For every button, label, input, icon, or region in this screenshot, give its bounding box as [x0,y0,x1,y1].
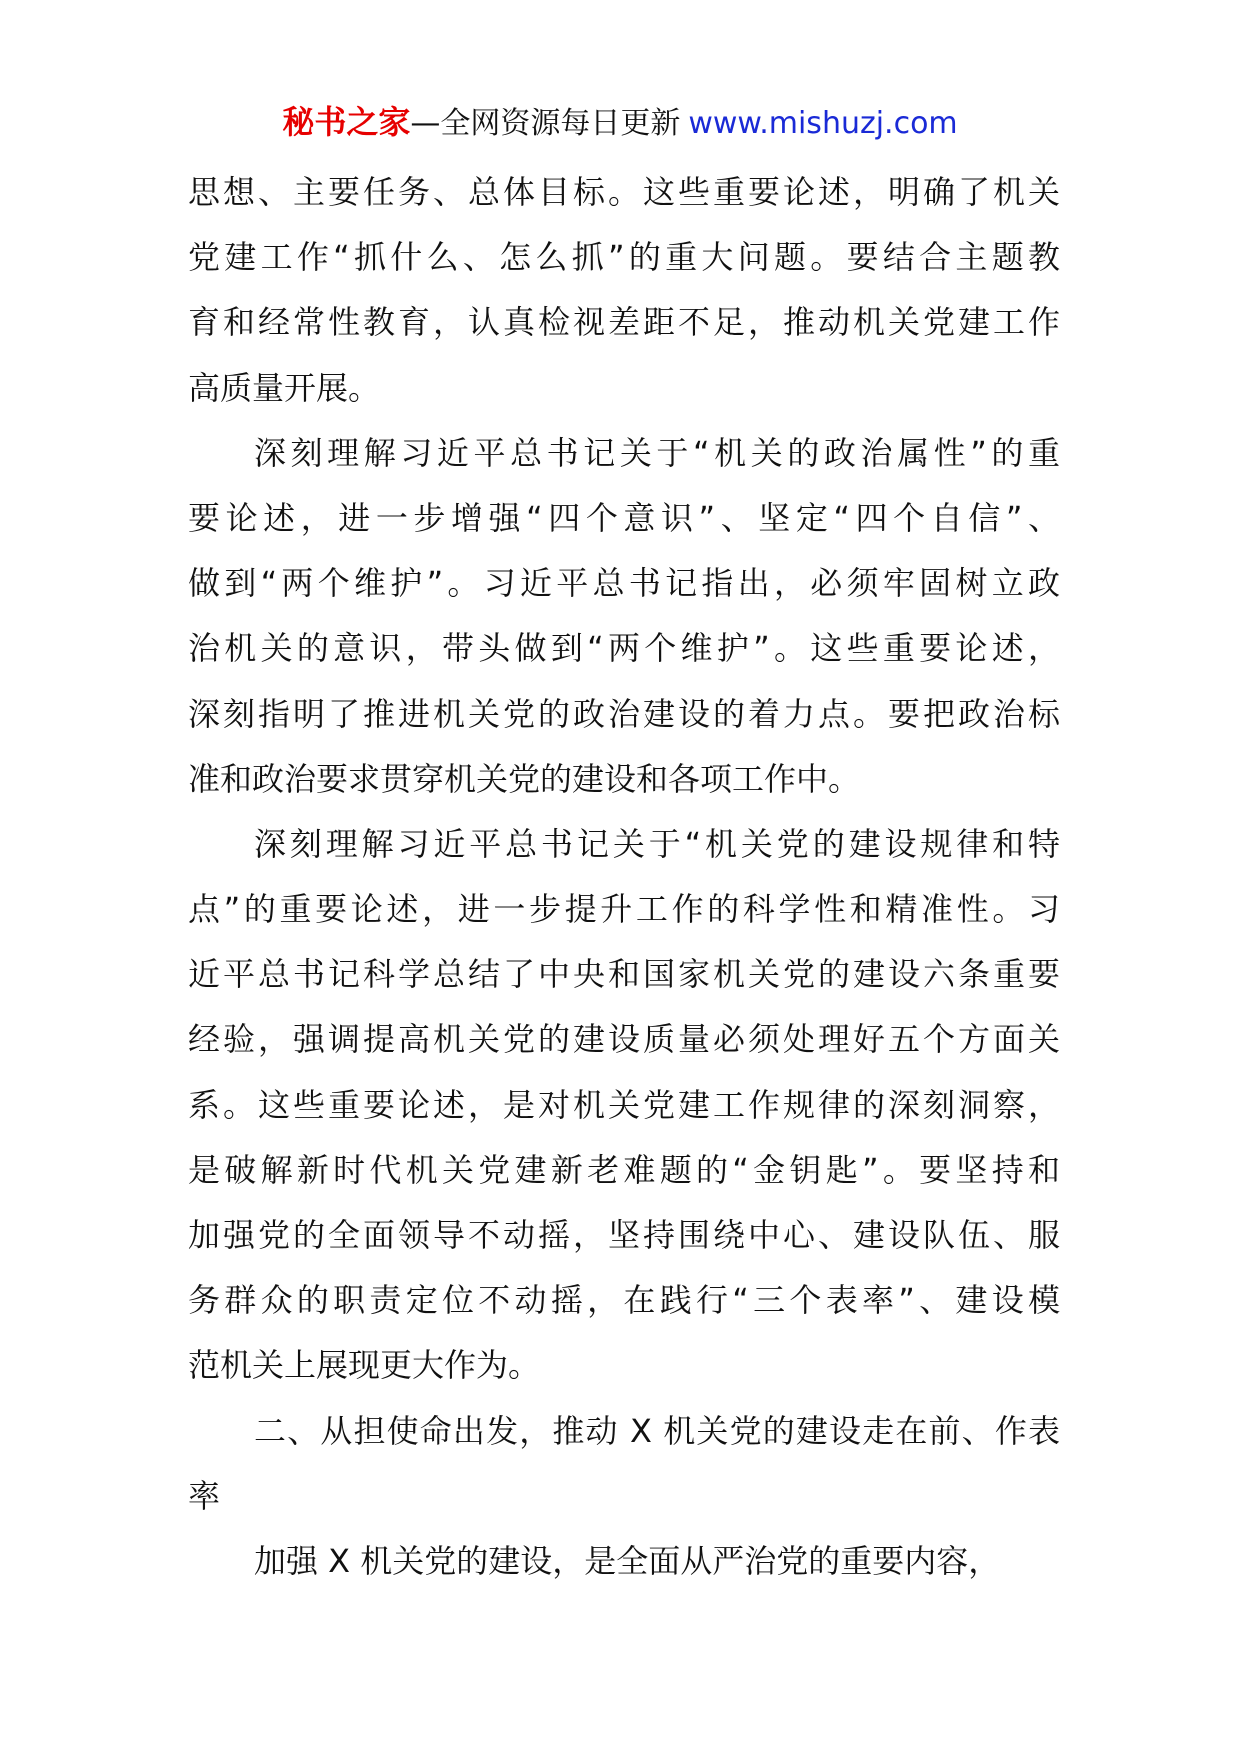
text-line: 二、从担使命出发，推动 X 机关党的建设走在前、作表 [254,1411,1060,1450]
text-line: 深刻指明了推进机关党的政治建设的着力点。要把政治标 [188,694,1060,733]
text-line: 深刻理解习近平总书记关于“机关党的建设规律和特 [254,824,1060,863]
text-line: 率 [188,1476,221,1515]
text-line: 经验，强调提高机关党的建设质量必须处理好五个方面关 [188,1020,1060,1059]
text-line: 点”的重要论述，进一步提升工作的科学性和精准性。习 [188,890,1060,929]
text-line: 范机关上展现更大作为。 [188,1346,541,1385]
text-line: 系。这些重要论述，是对机关党建工作规律的深刻洞察， [188,1085,1060,1124]
text-line: 准和政治要求贯穿机关党的建设和各项工作中。 [188,759,861,798]
document-body [188,160,1060,1594]
text-line: 近平总书记科学总结了中央和国家机关党的建设六条重要 [188,955,1060,994]
text-line: 治机关的意识，带头做到“两个维护”。这些重要论述， [188,629,1060,668]
text-line: 党建工作“抓什么、怎么抓”的重大问题。要结合主题教 [188,238,1060,277]
header-tagline: —全网资源每日更新 [410,106,681,141]
text-line: 要论述，进一步增强“四个意识”、坚定“四个自信”、 [188,498,1060,537]
site-url: www.mishuzj.com [688,106,958,141]
text-line: 做到“两个维护”。习近平总书记指出，必须牢固树立政 [188,564,1060,603]
text-line: 加强 X 机关党的建设，是全面从严治党的重要内容， [254,1541,1001,1580]
text-line: 高质量开展。 [188,368,381,407]
text-line: 务群众的职责定位不动摇，在践行“三个表率”、建设模 [188,1281,1060,1320]
brand-name: 秘书之家 [282,103,411,141]
text-line: 是破解新时代机关党建新老难题的“金钥匙”。要坚持和 [188,1150,1060,1189]
text-line: 加强党的全面领导不动摇，坚持围绕中心、建设队伍、服 [188,1216,1060,1254]
text-line: 育和经常性教育，认真检视差距不足，推动机关党建工作 [188,303,1060,342]
text-line: 深刻理解习近平总书记关于“机关的政治属性”的重 [254,433,1060,472]
watermark-header [0,100,1240,146]
text-line: 思想、主要任务、总体目标。这些重要论述，明确了机关 [188,173,1060,211]
